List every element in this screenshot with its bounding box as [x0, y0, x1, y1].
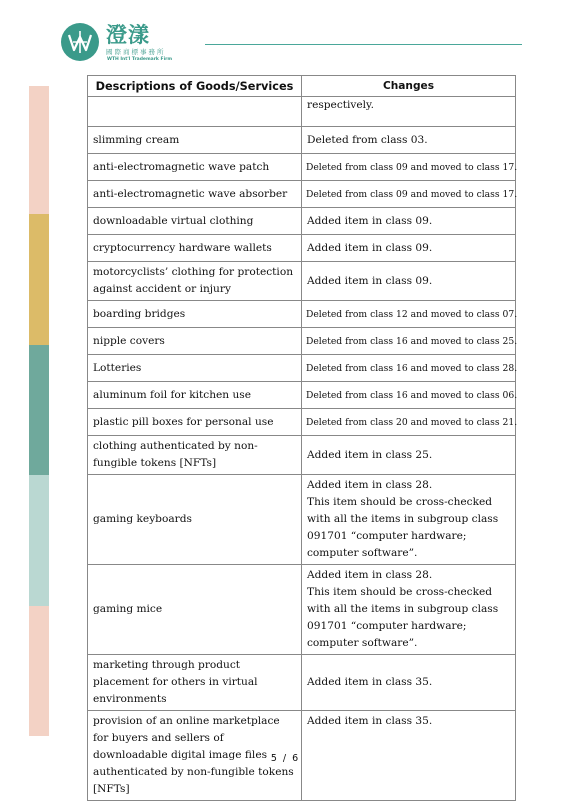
- table-row: [88, 181, 516, 208]
- goods-cell: anti-electromagnetic wave absorber: [88, 181, 302, 208]
- page-header: [0, 0, 569, 72]
- goods-cell: marketing through product placement for others in virtual environments: [88, 655, 302, 711]
- side-stripe-gold: [29, 214, 49, 345]
- change-cell: Deleted from class 16 and moved to class 06.: [302, 382, 516, 409]
- change-cell: Added item in class 09.: [302, 208, 516, 235]
- table-row: [88, 154, 516, 181]
- change-cell: Added item in class 35.: [302, 655, 516, 711]
- side-stripe-light-teal: [29, 475, 49, 606]
- change-cell: Deleted from class 03.: [302, 127, 516, 154]
- change-cell: Added item in class 28. This item should be cross-checked with all the items in subgroup class 091701 “computer hardware; computer software”.: [302, 565, 516, 655]
- side-stripe-pink-bottom: [29, 606, 49, 736]
- change-cell: Deleted from class 09 and moved to class 17.: [302, 154, 516, 181]
- table-row: [88, 301, 516, 328]
- goods-cell: slimming cream: [88, 127, 302, 154]
- page-number: 5 / 6: [270, 753, 299, 764]
- table-row: [88, 409, 516, 436]
- goods-cell: boarding bridges: [88, 301, 302, 328]
- firm-logo-icon: [60, 22, 100, 62]
- continuation-goods-cell: [88, 97, 302, 127]
- goods-cell: motorcyclists’ clothing for protection against accident or injury: [88, 262, 302, 301]
- goods-cell: plastic pill boxes for personal use: [88, 409, 302, 436]
- goods-cell: nipple covers: [88, 328, 302, 355]
- change-cell: Deleted from class 12 and moved to class 07.: [302, 301, 516, 328]
- goods-cell: gaming mice: [88, 565, 302, 655]
- table-row: [88, 235, 516, 262]
- header-goods: Descriptions of Goods/Services: [88, 76, 302, 97]
- table-row: [88, 127, 516, 154]
- change-cell: Deleted from class 09 and moved to class 17.: [302, 181, 516, 208]
- table-row: [88, 262, 516, 301]
- change-cell: Added item in class 28. This item should be cross-checked with all the items in subgroup class 091701 “computer hardware; computer software”.: [302, 475, 516, 565]
- change-cell: Added item in class 25.: [302, 436, 516, 475]
- change-cell: Deleted from class 16 and moved to class 25.: [302, 328, 516, 355]
- table-row: [88, 208, 516, 235]
- header-changes: Changes: [302, 76, 516, 97]
- goods-changes-table: [87, 75, 516, 801]
- table-row: [88, 382, 516, 409]
- change-cell: Deleted from class 16 and moved to class 28.: [302, 355, 516, 382]
- side-stripe-teal: [29, 345, 49, 475]
- header-rule: [205, 44, 522, 45]
- change-cell: Added item in class 09.: [302, 262, 516, 301]
- change-cell: Added item in class 35.: [302, 711, 516, 801]
- goods-cell: aluminum foil for kitchen use: [88, 382, 302, 409]
- table-row: [88, 475, 516, 565]
- goods-cell: provision of an online marketplace for buyers and sellers of downloadable digital image files authenticated by non-fungible tokens [NFTs]: [88, 711, 302, 801]
- goods-cell: cryptocurrency hardware wallets: [88, 235, 302, 262]
- continuation-change-cell: respectively.: [302, 97, 516, 127]
- table-row: [88, 355, 516, 382]
- table-row: [88, 436, 516, 475]
- goods-cell: Lotteries: [88, 355, 302, 382]
- side-stripe-pink: [29, 86, 49, 214]
- goods-cell: anti-electromagnetic wave patch: [88, 154, 302, 181]
- goods-cell: downloadable virtual clothing: [88, 208, 302, 235]
- firm-subtitle-cn: 國際商標事務所: [106, 48, 166, 56]
- change-cell: Deleted from class 20 and moved to class 21.: [302, 409, 516, 436]
- table-row: [88, 565, 516, 655]
- firm-name-en: WTH Int'l Trademark Firm: [107, 57, 173, 62]
- change-cell: Added item in class 09.: [302, 235, 516, 262]
- table-row: [88, 328, 516, 355]
- firm-name-cn: 澄漾: [106, 22, 150, 47]
- goods-cell: gaming keyboards: [88, 475, 302, 565]
- table-row: [88, 655, 516, 711]
- goods-cell: clothing authenticated by non-fungible tokens [NFTs]: [88, 436, 302, 475]
